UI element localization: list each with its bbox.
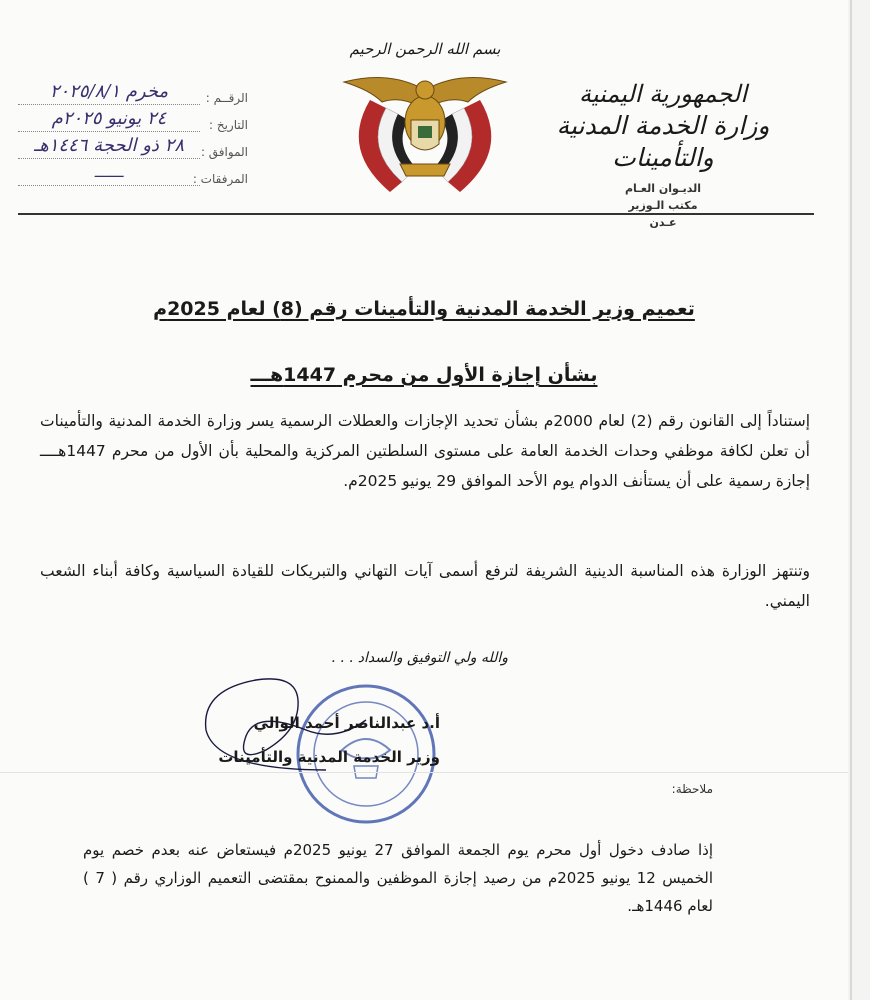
office-general: الديـوان العـام: [624, 182, 702, 195]
hijri-value: ٢٨ ذو الحجة ١٤٤٦هـ: [18, 134, 200, 159]
city-name: عـدن: [649, 216, 677, 229]
country-name: الجمهورية اليمنية: [578, 80, 748, 108]
date-label: التاريخ :: [208, 118, 248, 132]
reference-number-row: [18, 78, 248, 105]
circular-subject-text: بشأن إجازة الأول من محرم 1447هـــ: [250, 364, 598, 386]
body-paragraph-2: وتنتهز الوزارة هذه المناسبة الدينية الشريفة لترفع أسمى آيات التهاني والتبريكات للقيادة السياسية وكافة أبناء الشعب اليمني.: [40, 562, 810, 610]
signatory-position: وزير الخدمة المدنية والتأمينات: [218, 748, 440, 766]
note-text: إذا صادف دخول أول محرم يوم الجمعة الموافق 27 يونيو 2025م فيستعاض عنه بعدم خصم يوم الخميس 12 يونيو 2025م من رصيد إجازة الموظفين والممنوح بمقتضى التعميم الوزاري رقم ( 7 ) لعام 1446هـ.: [83, 841, 713, 915]
attachments-value: ـــــــ: [18, 161, 200, 186]
body-paragraph-1: إستناداً إلى القانون رقم (2) لعام 2000م بشأن تحديد الإجازات والعطلات الرسمية يسر وزارة الخدمة المدنية والتأمينات أن تعلن لكافة موظفي وحدات الخدمة العامة على مستوى السلطتين المركزية والمحلية بأن الأول من محرم 1447هــــ إجازة رسمية على أن يستأنف الدوام يوم الأحد الموافق 29 يونيو 2025م.: [40, 412, 811, 490]
emblem-block: [320, 40, 530, 204]
office-minister: مكتب الـوزير: [628, 199, 698, 212]
circular-title: [0, 298, 848, 320]
closing-line: والله ولي التوفيق والسداد . . .: [331, 650, 508, 666]
date-row: [18, 105, 248, 132]
basmala: بسم الله الرحمن الرحيم: [349, 40, 501, 58]
circular-title-text: تعميم وزير الخدمة المدنية والتأمينات رقم (8) لعام 2025م: [153, 298, 695, 320]
ministry-name: وزارة الخدمة المدنية والتأمينات: [556, 111, 770, 172]
reference-number-label: الرقــم :: [205, 91, 248, 105]
signatory-name: أ.د عبدالناصر أحمد الوالي: [253, 714, 440, 732]
signature-block: [140, 706, 440, 774]
page-fold-line: [0, 772, 848, 773]
hijri-row: [18, 132, 248, 159]
circular-subject: [0, 364, 848, 386]
attachments-label: المرفقات :: [192, 172, 248, 186]
reference-fields: [18, 78, 248, 186]
header-divider: [18, 213, 814, 215]
reference-number-value: مخرم ٢٠٢٥/٨/١: [18, 80, 200, 105]
attachments-row: [18, 159, 248, 186]
date-value: ٢٤ يونيو ٢٠٢٥م: [18, 107, 200, 132]
yemen-eagle-emblem-icon: [330, 60, 520, 200]
note-label: ملاحظة:: [671, 782, 713, 796]
hijri-label: الموافق :: [200, 145, 248, 159]
page-edge: [850, 0, 852, 1000]
ministry-header: [548, 78, 778, 231]
